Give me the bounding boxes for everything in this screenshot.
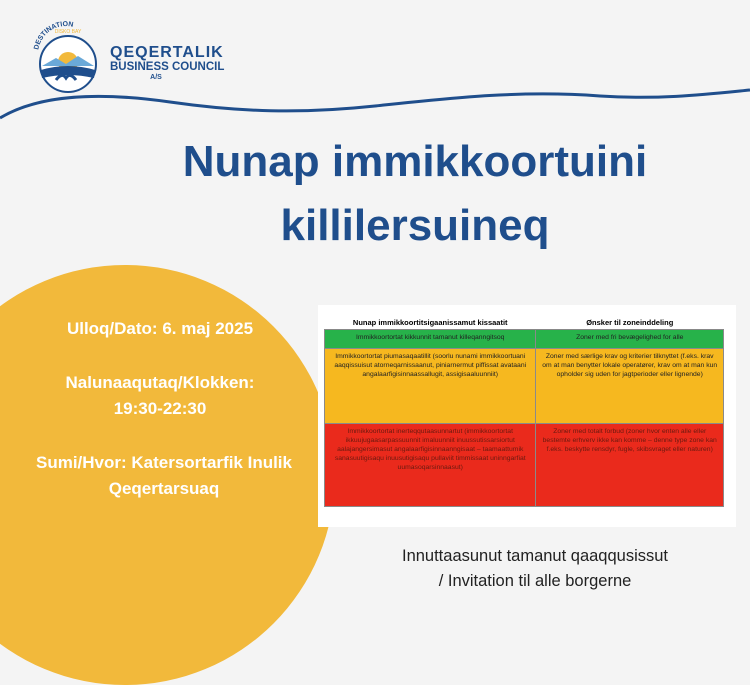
brand-suffix: A/S — [150, 74, 162, 81]
header-wave-divider — [0, 88, 750, 128]
title-line-2: killilersuineq — [280, 201, 550, 250]
logo-top-text: DESTINATION — [33, 20, 74, 51]
brand-name: QEQERTALIK — [110, 44, 224, 61]
event-time-label: Nalunaaqutaq/Klokken: — [65, 373, 255, 392]
brand-subtitle: BUSINESS COUNCIL — [110, 61, 225, 73]
company-logo — [26, 10, 106, 96]
event-time-value: 19:30-22:30 — [113, 399, 207, 418]
zone-row-prohibited — [325, 424, 724, 507]
logo-mid-text: DISKO BAY — [54, 29, 82, 35]
zone-row-prohibited-left: Immikkoortortat inerteqqutaasunnartut (immikkoortortat ikkuujugaasarpassuunnit imaluunniit inuussutissarsiortut aalajangersimasut angalaarfigisinnaanngisaat – taamaattumik sanasuutigisaqu inuusutigisaqu pullaviit timmissaat uninngarfiat uumasoqarsinnaasut) — [325, 424, 536, 507]
brand-block — [110, 44, 224, 81]
zone-table-header — [325, 315, 724, 330]
zone-table-header-right: Ønsker til zoneinddeling — [536, 315, 724, 330]
event-place — [4, 450, 324, 502]
zone-table-card — [318, 305, 736, 527]
invitation-line-2: / Invitation til alle borgerne — [438, 572, 632, 590]
invitation-line-1: Innuttaasunut tamanut qaaqqusissut — [401, 547, 669, 565]
page-title — [70, 130, 750, 258]
zone-table — [324, 315, 724, 507]
zone-row-conditional-left: Immikkoortortat piumasaqaatillit (soorlu nunami immikkoortuani aaqqissuisut atorneqarnissaanut, piniarnermut piffissat avataani angalaarfigisinnaassallugit, assigisaaluunniit) — [325, 349, 536, 424]
zone-row-conditional-right: Zoner med særlige krav og kriterier tilknyttet (f.eks. krav om at man benytter lokale operatører, krav om at man kun opholder sig uden for jagtperioder eller lignende) — [536, 349, 724, 424]
event-date: Ulloq/Dato: 6. maj 2025 — [66, 319, 254, 338]
event-place-value: Qeqertarsuaq — [108, 479, 220, 498]
zone-row-prohibited-right: Zoner med totalt forbud (zoner hvor enten alle eller bestemte erhverv ikke kan komme – denne type zone kan f.eks. beskytte rensdyr, fugle, skibsvraget eller naturen) — [536, 424, 724, 507]
zone-row-free-left: Immikkoortortat kikkunnit tamanut killeqanngitsoq — [325, 330, 536, 349]
zone-row-conditional — [325, 349, 724, 424]
invitation-text — [325, 544, 745, 594]
zone-row-free-right: Zoner med fri bevægelighed for alle — [536, 330, 724, 349]
zone-row-free — [325, 330, 724, 349]
event-time — [10, 370, 310, 422]
event-place-label: Sumi/Hvor: Katersortarfik Inulik — [35, 453, 292, 472]
zone-table-header-left: Nunap immikkoortitsigaanissamut kissaatit — [325, 315, 536, 330]
title-line-1: Nunap immikkoortuini — [182, 137, 648, 186]
